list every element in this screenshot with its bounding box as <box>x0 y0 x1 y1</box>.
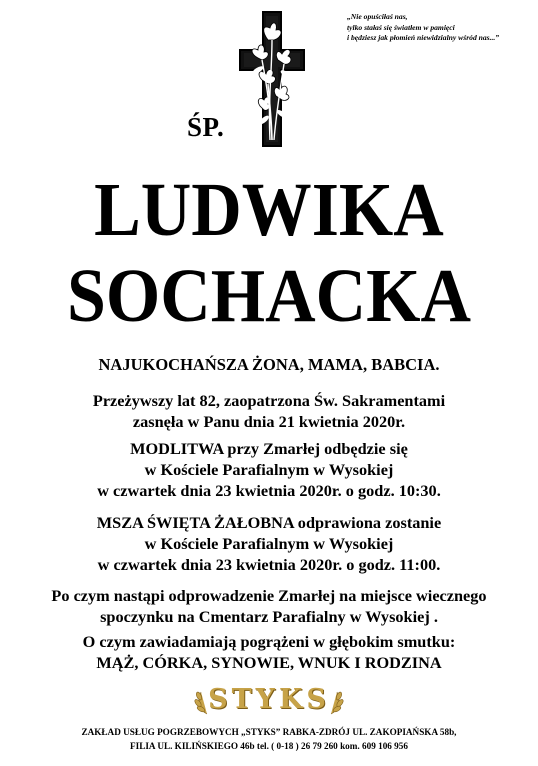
footer-line: ZAKŁAD USŁUG POGRZEBOWYCH „STYKS” RABKA-ZDRÓJ UL. ZAKOPIAŃSKA 58b, <box>81 727 457 737</box>
death-info-line: Przeżywszy lat 82, zaopatrzona Św. Sakramentami <box>92 391 446 410</box>
honorific: ŚP. <box>187 112 225 142</box>
prayer-announcement <box>0 438 538 501</box>
mourners-list: MĄŻ, CÓRKA, SYNOWIE, WNUK I RODZINA <box>96 653 442 672</box>
prayer-line: w czwartek dnia 23 kwietnia 2020r. o godz. 10:30. <box>97 481 441 500</box>
burial-announcement <box>0 585 538 627</box>
announcement-line: O czym zawiadamiają pogrążeni w głębokim smutku: <box>82 632 456 651</box>
funeral-home-footer <box>0 725 538 753</box>
mass-line: w Kościele Parafialnym w Wysokiej <box>144 534 394 553</box>
cross-icon <box>238 10 306 148</box>
logo-text: STYKS <box>208 684 330 715</box>
mass-announcement <box>0 512 538 575</box>
footer-line: FILIA UL. KILIŃSKIEGO 46b tel. ( 0-18 ) 26 79 260 kom. 609 106 956 <box>130 741 408 751</box>
death-info-line: zasnęła w Panu dnia 21 kwietnia 2020r. <box>132 412 406 431</box>
motto-line: i będziesz jak płomień niewidzialny wśród nas...” <box>347 33 500 43</box>
family-relation: NAJUKOCHAŃSZA ŻONA, MAMA, BABCIA. <box>98 355 440 374</box>
motto-quote <box>347 12 537 44</box>
death-info <box>0 390 538 432</box>
mass-line: MSZA ŚWIĘTA ŻAŁOBNA odprawiona zostanie <box>96 513 442 532</box>
motto-line: „Nie opuściłaś nas, <box>347 12 408 21</box>
burial-line: spoczynku na Cmentarz Parafialny w Wysokiej . <box>100 607 438 626</box>
mourners-announcement <box>0 631 538 673</box>
deceased-last-name: SOCHACKA <box>66 254 472 338</box>
deceased-first-name: LUDWIKA <box>94 168 444 252</box>
prayer-line: w Kościele Parafialnym w Wysokiej <box>144 460 394 479</box>
laurel-right-icon <box>327 688 345 716</box>
motto-line: tylko stałaś się światłem w pamięci <box>347 22 455 32</box>
mass-line: w czwartek dnia 23 kwietnia 2020r. o godz. 11:00. <box>97 555 441 574</box>
prayer-line: MODLITWA przy Zmarłej odbędzie się <box>130 439 408 458</box>
styks-logo <box>195 684 343 720</box>
burial-line: Po czym nastąpi odprowadzenie Zmarłej na miejsce wiecznego <box>51 586 487 605</box>
